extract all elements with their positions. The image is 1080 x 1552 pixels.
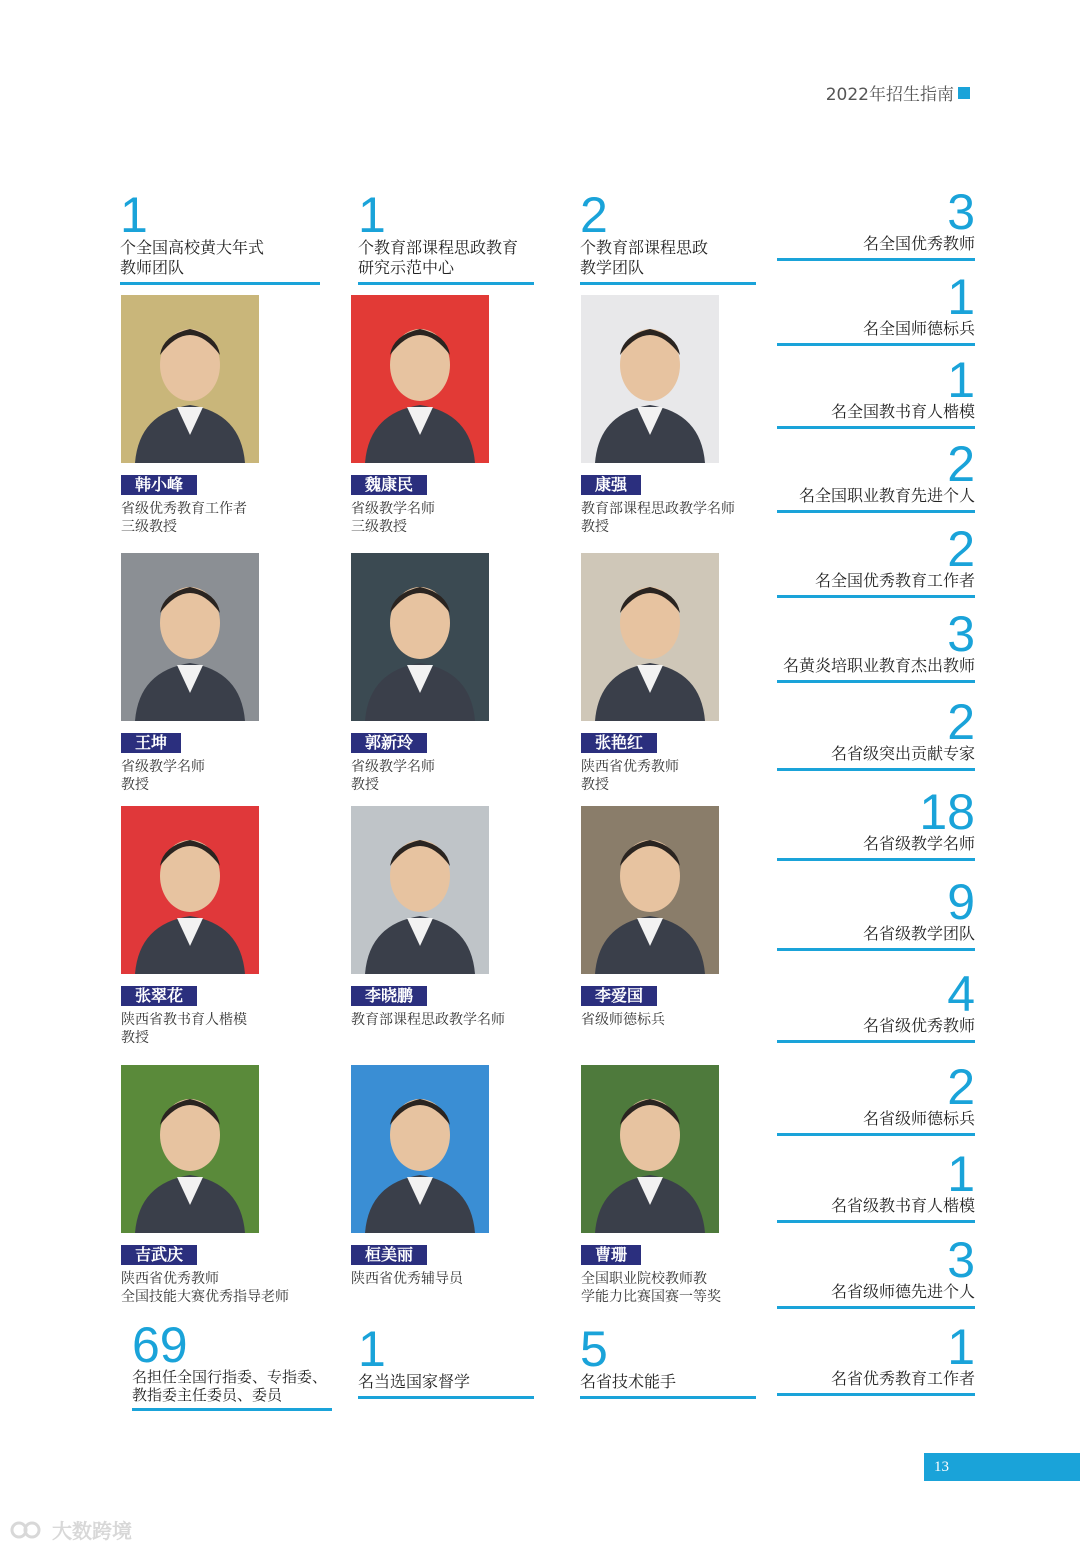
stat-text: 名省级教书育人楷模: [830, 1196, 975, 1215]
teacher-name: 李晓鹏: [351, 986, 427, 1006]
stat-underline: [580, 1396, 756, 1399]
teacher-description: 省级优秀教育工作者 三级教授: [121, 501, 247, 535]
stat-number: 2: [947, 694, 975, 750]
stat-block: [580, 187, 756, 285]
stat-text: 名省级师德标兵: [862, 1109, 975, 1128]
teacher-name: 桓美丽: [351, 1245, 427, 1265]
right-stat-block: [777, 184, 975, 261]
stat-underline: [777, 1133, 975, 1136]
header-title: 2022年招生指南: [825, 85, 954, 105]
portrait-icon: [581, 806, 719, 974]
page-header: [826, 80, 970, 105]
stat-text: 名省级优秀教师: [862, 1016, 975, 1035]
portrait-icon: [581, 553, 719, 721]
stat-number: 3: [947, 606, 975, 662]
stat-number: 2: [947, 1059, 975, 1115]
stat-number: 3: [947, 184, 975, 240]
teacher-photo: [581, 1065, 719, 1233]
teacher-name: 吉武庆: [121, 1245, 197, 1265]
stat-text: 名省技术能手: [580, 1372, 677, 1391]
stat-underline: [777, 1393, 975, 1396]
teacher-photo: [581, 295, 719, 463]
teacher-description: 省级教学名师 三级教授: [351, 501, 435, 535]
stat-underline: [777, 343, 975, 346]
stat-text: 名当选国家督学: [358, 1372, 471, 1391]
right-stat-block: [777, 269, 975, 346]
right-stat-block: [777, 1146, 975, 1223]
stat-number: 1: [120, 187, 148, 243]
portrait-icon: [581, 295, 719, 463]
stat-number: 18: [919, 784, 975, 840]
teacher-photo: [351, 295, 489, 463]
stat-underline: [777, 1220, 975, 1223]
watermark: [10, 1515, 132, 1544]
stat-text: 个全国高校黄大年式 教师团队: [120, 238, 265, 277]
stat-underline: [777, 1306, 975, 1309]
watermark-logo-icon: [10, 1519, 46, 1541]
teacher-description: 省级教学名师 教授: [351, 759, 435, 793]
stat-block: [120, 187, 320, 285]
stat-text: 名全国教书育人楷模: [830, 402, 975, 421]
teacher-description: 陕西省优秀辅导员: [351, 1271, 463, 1287]
right-stat-block: [777, 966, 975, 1043]
stat-number: 2: [580, 187, 608, 243]
teacher-photo: [581, 806, 719, 974]
teacher-photo: [121, 806, 259, 974]
stat-underline: [777, 595, 975, 598]
stat-text: 名省级教学团队: [862, 924, 975, 943]
stat-text: 名全国优秀教育工作者: [814, 571, 975, 590]
stat-underline: [358, 1396, 534, 1399]
teacher-description: 全国职业院校教师教 学能力比赛国赛一等奖: [581, 1271, 721, 1305]
stat-number: 2: [947, 436, 975, 492]
teacher-name: 韩小峰: [121, 475, 197, 495]
portrait-icon: [351, 553, 489, 721]
page-number: 13: [924, 1453, 1080, 1481]
teacher-photo: [581, 553, 719, 721]
right-stat-block: [777, 694, 975, 771]
stat-block: [580, 1321, 756, 1399]
teacher-photo: [351, 553, 489, 721]
square-icon: [958, 87, 970, 99]
right-stat-block: [777, 521, 975, 598]
stat-text: 名省级突出贡献专家: [830, 744, 975, 763]
right-stat-block: [777, 1059, 975, 1136]
teacher-name: 郭新玲: [351, 733, 427, 753]
stat-block: [358, 1321, 534, 1399]
teacher-description: 陕西省教书育人楷模 教授: [121, 1012, 247, 1046]
portrait-icon: [121, 1065, 259, 1233]
stat-number: 2: [947, 521, 975, 577]
stat-number: 9: [947, 874, 975, 930]
stat-underline: [777, 768, 975, 771]
stat-text: 个教育部课程思政 教学团队: [580, 238, 709, 277]
stat-number: 3: [947, 1232, 975, 1288]
teacher-description: 省级教学名师 教授: [121, 759, 205, 793]
stat-number: 1: [947, 1146, 975, 1202]
right-stat-block: [777, 1319, 975, 1396]
right-stat-block: [777, 874, 975, 951]
stat-number: 4: [947, 966, 975, 1022]
teacher-name: 曹珊: [581, 1245, 641, 1265]
stat-underline: [777, 510, 975, 513]
teacher-description: 省级师德标兵: [581, 1012, 665, 1028]
stat-underline: [777, 258, 975, 261]
stat-number: 1: [358, 187, 386, 243]
stat-number: 5: [580, 1321, 608, 1377]
portrait-icon: [121, 806, 259, 974]
stat-text: 个教育部课程思政教育 研究示范中心: [358, 238, 519, 277]
teacher-name: 魏康民: [351, 475, 427, 495]
stat-number: 1: [947, 1319, 975, 1375]
portrait-icon: [351, 1065, 489, 1233]
teacher-description: 陕西省优秀教师 全国技能大赛优秀指导老师: [121, 1271, 289, 1305]
right-stat-block: [777, 784, 975, 861]
teacher-name: 李爱国: [581, 986, 657, 1006]
teacher-photo: [121, 1065, 259, 1233]
teacher-name: 康强: [581, 475, 641, 495]
right-stat-block: [777, 1232, 975, 1309]
stat-underline: [777, 426, 975, 429]
portrait-icon: [351, 806, 489, 974]
stat-text: 名全国职业教育先进个人: [798, 486, 975, 505]
stat-underline: [358, 282, 534, 285]
portrait-icon: [121, 553, 259, 721]
right-stat-block: [777, 352, 975, 429]
teacher-description: 教育部课程思政教学名师: [351, 1012, 505, 1028]
stat-block: [132, 1317, 332, 1411]
stat-number: 1: [947, 352, 975, 408]
stat-number: 1: [358, 1321, 386, 1377]
teacher-description: 教育部课程思政教学名师 教授: [581, 501, 735, 535]
stat-underline: [580, 282, 756, 285]
teacher-name: 王坤: [121, 733, 181, 753]
teacher-name: 张艳红: [581, 733, 657, 753]
portrait-icon: [121, 295, 259, 463]
stat-underline: [777, 948, 975, 951]
teacher-photo: [351, 1065, 489, 1233]
stat-underline: [777, 680, 975, 683]
teacher-photo: [121, 295, 259, 463]
stat-underline: [777, 858, 975, 861]
portrait-icon: [581, 1065, 719, 1233]
teacher-photo: [121, 553, 259, 721]
portrait-icon: [351, 295, 489, 463]
stat-text: 名省优秀教育工作者: [830, 1369, 975, 1388]
stat-text: 名全国优秀教师: [862, 234, 975, 253]
stat-text: 名黄炎培职业教育杰出教师: [782, 656, 975, 675]
stat-underline: [132, 1408, 332, 1411]
stat-block: [358, 187, 534, 285]
stat-underline: [120, 282, 320, 285]
teacher-description: 陕西省优秀教师 教授: [581, 759, 679, 793]
watermark-text: 大数跨境: [52, 1519, 132, 1543]
teacher-name: 张翠花: [121, 986, 197, 1006]
stat-text: 名担任全国行指委、专指委、 教指委主任委员、委员: [132, 1368, 328, 1404]
stat-text: 名省级教学名师: [862, 834, 975, 853]
right-stat-block: [777, 436, 975, 513]
stat-underline: [777, 1040, 975, 1043]
teacher-photo: [351, 806, 489, 974]
stat-text: 名全国师德标兵: [862, 319, 975, 338]
stat-number: 1: [947, 269, 975, 325]
stat-text: 名省级师德先进个人: [830, 1282, 975, 1301]
right-stat-block: [777, 606, 975, 683]
stat-number: 69: [132, 1317, 188, 1373]
